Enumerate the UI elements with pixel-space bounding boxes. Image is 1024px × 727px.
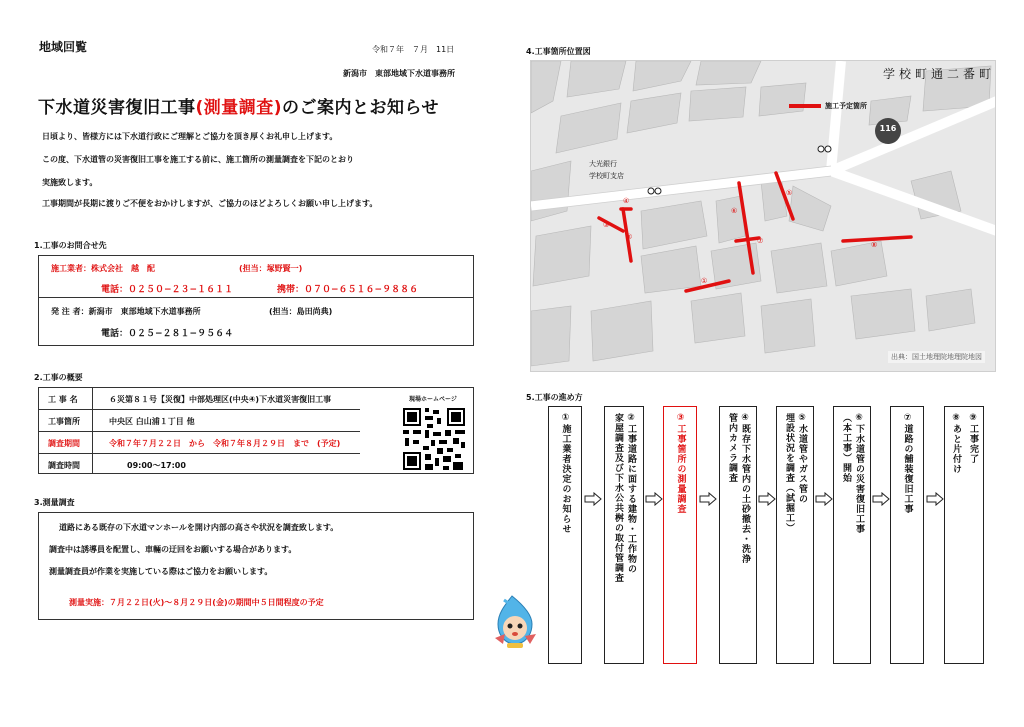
- overview-label: 調査時間: [48, 461, 80, 470]
- intro-line: 日頃より、皆様方には下水道行政にご理解とご協力を頂き厚くお礼申し上げます。: [42, 132, 338, 141]
- issue-date: 令和７年 ７月 11日: [372, 45, 455, 54]
- contractor-name: 施工業者：株式会社 越 配: [51, 264, 155, 273]
- bank-label: 大光銀行: [589, 160, 617, 168]
- client-name: 発 注 者：新潟市 東部地域下水道事務所: [51, 307, 201, 316]
- contractor-person: (担当：塚野賢一): [239, 264, 303, 273]
- overview-value: 09:00〜17:00: [127, 461, 186, 470]
- intro-line: 実施致します。: [42, 178, 98, 187]
- site-number: ⑥: [731, 207, 738, 215]
- site-number: ②: [626, 233, 633, 241]
- flow-step-8-9: [944, 406, 984, 664]
- page-title: [38, 93, 439, 118]
- contact-heading: 1.工事のお問合せ先: [34, 241, 107, 250]
- flow-step-text: ③工事箇所の測量調査: [675, 413, 686, 514]
- flow-step-text: ①施工業者決定のお知らせ: [560, 413, 571, 534]
- flow-step-4: [719, 406, 757, 664]
- overview-label: 調査期間: [48, 439, 80, 448]
- flow-step-text: ④既存下水管内の土砂撤去・洗浄 管内カメラ調査: [727, 413, 750, 564]
- flow-step-5: [776, 406, 814, 664]
- title-prefix: 下水道災害復旧工事: [38, 98, 196, 118]
- survey-line: 測量調査員が作業を実施している際はご協力をお願いします。: [49, 567, 273, 576]
- map-heading: 4.工事箇所位置図: [526, 47, 591, 56]
- overview-label: 工 事 名: [48, 395, 78, 404]
- survey-line: 道路にある既存の下水道マンホールを開け内部の高さや状況を調査致します。: [59, 523, 339, 532]
- survey-schedule: 測量実施：７月２２日(火)〜８月２９日(金)の期間中５日間程度の予定: [69, 598, 324, 607]
- overview-table: [38, 387, 474, 474]
- survey-line: 調査中は誘導員を配置し、車輛の迂回をお願いする場合があります。: [49, 545, 297, 554]
- issuing-office: 新潟市 東部地域下水道事務所: [343, 69, 455, 78]
- flow-step-text: ⑧あと片付け: [951, 413, 961, 474]
- location-map[interactable]: [530, 60, 996, 372]
- route-number: 116: [879, 124, 897, 133]
- arrow-right-icon: [758, 492, 776, 506]
- flow-heading: 5.工事の進め方: [526, 393, 583, 402]
- client-person: (担当：島田尚典): [269, 307, 333, 316]
- homepage-label: 現場ホームページ: [409, 396, 457, 403]
- client-phone: 電話：０２５−２８１−９５６４: [101, 329, 234, 339]
- overview-heading: 2.工事の概要: [34, 373, 83, 382]
- intro-line: この度、下水道管の災害復旧工事を施工する前に、施工箇所の測量調査を下記のとおり: [42, 155, 354, 164]
- arrow-right-icon: [872, 492, 890, 506]
- site-number: ③: [603, 221, 610, 229]
- flow-step-3: [663, 406, 697, 664]
- site-number: ④: [623, 197, 630, 205]
- contact-box: [38, 255, 474, 346]
- flow-step-1: [548, 406, 582, 664]
- arrow-right-icon: [699, 492, 717, 506]
- flow-step-7: [890, 406, 924, 664]
- arrow-right-icon: [645, 492, 663, 506]
- map-source: 出典：国土地理院地理院地図: [888, 351, 985, 363]
- overview-value: 中央区 白山浦１丁目 他: [109, 417, 195, 426]
- flow-step-text: ⑦道路の舗装復旧工事: [902, 413, 913, 514]
- flow-step-text: ⑤水道管やガス管の 埋設状況を調査（試掘工）: [784, 413, 807, 533]
- intro-line: 工事期間が長期に渡りご不便をおかけしますが、ご協力のほどよろしくお願い申し上げます。: [42, 199, 378, 208]
- flow-step-text: ⑨工事完了: [968, 413, 978, 464]
- survey-heading: 3.測量調査: [34, 498, 75, 507]
- site-number: ①: [701, 277, 708, 285]
- street-label: 学校町通二番町: [883, 67, 996, 81]
- site-number: ⑤: [786, 189, 793, 197]
- legend-label: 施工予定箇所: [825, 102, 867, 110]
- arrow-right-icon: [815, 492, 833, 506]
- flow-step-6: [833, 406, 871, 664]
- flow-step-2: [604, 406, 644, 664]
- arrow-right-icon: [584, 492, 602, 506]
- site-number: ⑧: [871, 241, 878, 249]
- contractor-mobile: 携帯：０７０−６５１６−９８８６: [277, 285, 419, 295]
- title-suffix: のご案内とお知らせ: [282, 98, 440, 118]
- arrow-right-icon: [926, 492, 944, 506]
- qr-code-icon[interactable]: [401, 406, 467, 472]
- title-highlight: (測量調査): [195, 98, 283, 118]
- mascot-icon: [490, 594, 540, 650]
- map-graphic: [531, 61, 996, 372]
- site-number: ⑦: [757, 237, 764, 245]
- flow-step-text: ⑥下水道管の災害復旧工事 （本工事）開始: [841, 413, 864, 534]
- bank-branch-label: 学校町支店: [589, 172, 624, 180]
- flow-step-text: ②工事道路に面する建物・工作物の 家屋調査及び下水公共桝の取付管調査: [613, 413, 636, 583]
- contractor-phone: 電話：０２５０−２３−１６１１: [101, 285, 234, 295]
- overview-value: ６災第８１号【災復】中部処理区(中央④)下水道災害復旧工事: [109, 395, 332, 404]
- circulation-label: 地域回覧: [39, 40, 88, 54]
- overview-value: 令和７年７月２２日 から 令和７年８月２９日 まで (予定): [109, 439, 341, 448]
- survey-box: [38, 512, 474, 620]
- overview-label: 工事箇所: [48, 417, 80, 426]
